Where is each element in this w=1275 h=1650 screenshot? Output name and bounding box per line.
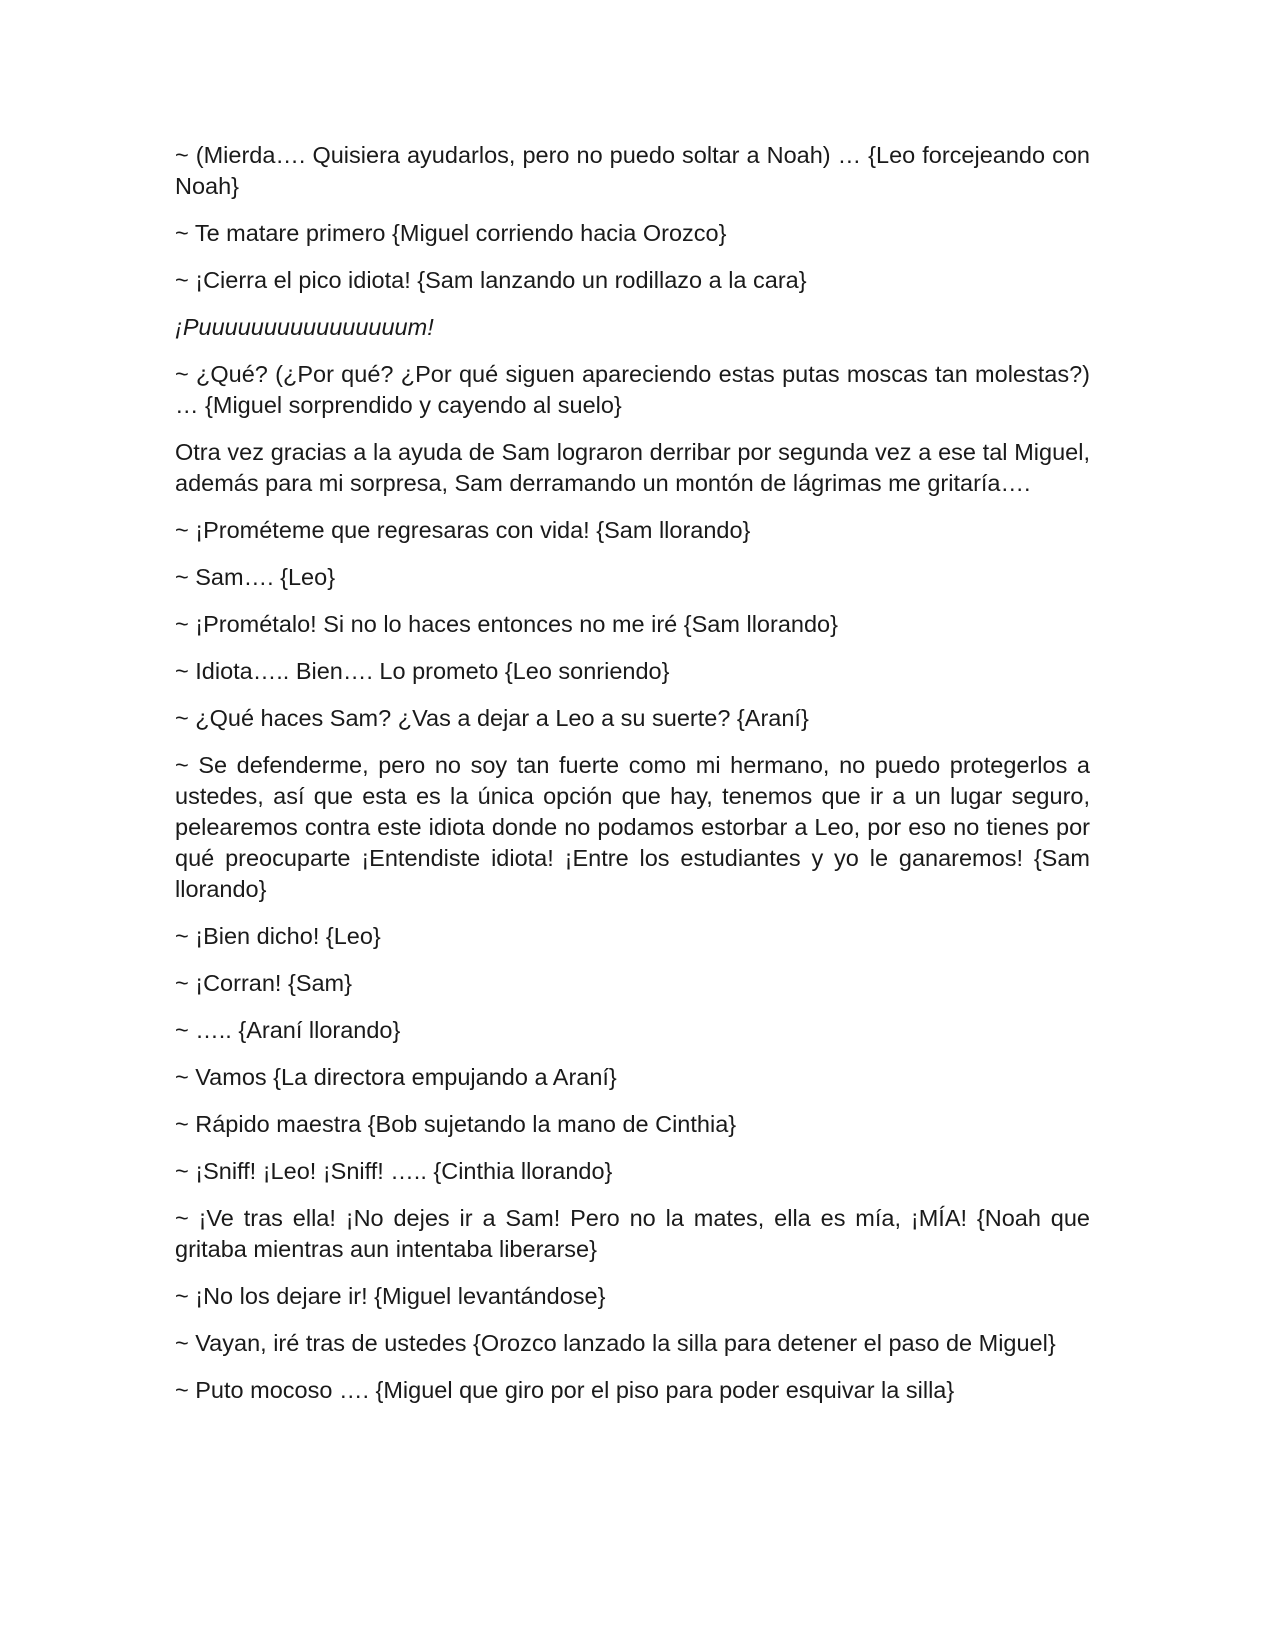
paragraph: ~ Se defenderme, pero no soy tan fuerte como mi hermano, no puedo protegerlos a ustedes, así que esta es la única opción que hay, tenemos que ir a un lugar seguro, pelearemos contra este idiota donde no podamos estorbar a Leo, por eso no tienes por qué preocuparte ¡Entendiste idiota! ¡Entre los estudiantes y yo le ganaremos! {Sam llorando} bbox=[175, 752, 1090, 902]
paragraph: ~ (Mierda…. Quisiera ayudarlos, pero no puedo soltar a Noah) … {Leo forcejeando con Noah} bbox=[175, 142, 1090, 199]
sound-effect-paragraph: ¡Puuuuuuuuuuuuuuuum! bbox=[175, 314, 434, 340]
paragraph: ~ Idiota….. Bien…. Lo prometo {Leo sonriendo} bbox=[175, 658, 670, 684]
paragraph: ~ Rápido maestra {Bob sujetando la mano de Cinthia} bbox=[175, 1111, 737, 1137]
paragraph: ~ ….. {Araní llorando} bbox=[175, 1017, 401, 1043]
paragraph: ~ Puto mocoso …. {Miguel que giro por el piso para poder esquivar la silla} bbox=[175, 1377, 955, 1403]
paragraph: ~ ¡Prométalo! Si no lo haces entonces no me iré {Sam llorando} bbox=[175, 611, 838, 637]
paragraph: ~ ¡Cierra el pico idiota! {Sam lanzando un rodillazo a la cara} bbox=[175, 267, 807, 293]
narration-paragraph: Otra vez gracias a la ayuda de Sam lograron derribar por segunda vez a ese tal Miguel, además para mi sorpresa, Sam derramando un montón de lágrimas me gritaría…. bbox=[175, 439, 1090, 496]
paragraph: ~ Te matare primero {Miguel corriendo hacia Orozco} bbox=[175, 220, 727, 246]
paragraph: ~ ¡Ve tras ella! ¡No dejes ir a Sam! Pero no la mates, ella es mía, ¡MÍA! {Noah que gritaba mientras aun intentaba liberarse} bbox=[175, 1205, 1090, 1262]
paragraph: ~ Vayan, iré tras de ustedes {Orozco lanzado la silla para detener el paso de Miguel} bbox=[175, 1330, 1056, 1356]
paragraph: ~ Sam…. {Leo} bbox=[175, 564, 336, 590]
paragraph: ~ ¡Sniff! ¡Leo! ¡Sniff! ….. {Cinthia llorando} bbox=[175, 1158, 613, 1184]
paragraph: ~ ¡Bien dicho! {Leo} bbox=[175, 923, 381, 949]
paragraph: ~ ¡Corran! {Sam} bbox=[175, 970, 352, 996]
paragraph: ~ ¿Qué haces Sam? ¿Vas a dejar a Leo a su suerte? {Araní} bbox=[175, 705, 809, 731]
paragraph: ~ ¿Qué? (¿Por qué? ¿Por qué siguen apareciendo estas putas moscas tan molestas?) … {Miguel sorprendido y cayendo al suelo} bbox=[175, 361, 1090, 418]
paragraph: ~ ¡No los dejare ir! {Miguel levantándose} bbox=[175, 1283, 606, 1309]
paragraph: ~ ¡Prométeme que regresaras con vida! {Sam llorando} bbox=[175, 517, 751, 543]
paragraph: ~ Vamos {La directora empujando a Araní} bbox=[175, 1064, 617, 1090]
document-page bbox=[175, 140, 1090, 1422]
